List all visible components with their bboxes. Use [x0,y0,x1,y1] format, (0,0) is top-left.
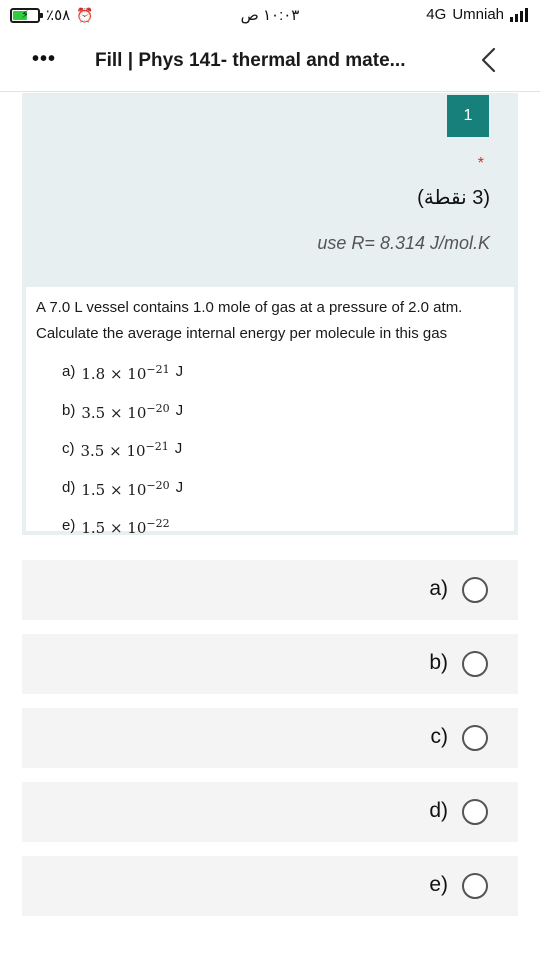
question-text-line1: A 7.0 L vessel contains 1.0 mole of gas at a pressure of 2.0 atm. [36,299,463,316]
network-type: 4G [426,6,447,23]
choice-c [62,440,504,479]
choice-letter: e) [62,517,76,534]
page-title: Fill | Phys 141- thermal and mate... [95,50,406,71]
choice-unit: J [175,363,184,380]
required-marker: * [477,155,484,172]
option-label: (c [430,725,448,748]
carrier-name: Umniah [452,6,504,23]
option-a[interactable] [22,560,518,620]
status-bar [0,0,540,32]
more-options-icon[interactable]: ••• [32,48,57,70]
nav-bar [0,32,540,92]
choice-e [62,517,504,556]
radio-button[interactable] [462,799,488,825]
option-label: (b [429,651,448,674]
choice-unit: J [174,440,183,457]
choice-value: $3.5 \times 10^{-21}$ [80,440,169,460]
choice-letter: d) [62,478,76,496]
radio-button[interactable] [462,651,488,677]
choice-letter: c) [62,440,75,457]
alarm-icon: ⏰ [76,6,94,23]
option-e[interactable] [22,856,518,916]
question-text-line2: Calculate the average internal energy per molecule in this gas [36,325,448,342]
back-chevron-icon[interactable] [478,46,500,74]
question-points: (3 نقطة) [417,187,490,209]
question-content [26,287,514,537]
choice-d [62,479,504,518]
option-d[interactable] [22,782,518,842]
question-choices [62,363,504,556]
option-label: (a [429,577,448,600]
battery-icon: ⚡ [10,8,40,23]
choice-value: $1.5 \times 10^{-22}$ [81,517,170,537]
radio-button[interactable] [462,873,488,899]
question-number-badge: 1 [447,95,489,137]
choice-value: $1.8 \times 10^{-21}$ [81,363,170,383]
status-time: ١٠:٠٣ ص [240,7,300,24]
status-right [426,6,528,23]
option-label: (d [429,799,448,822]
radio-button[interactable] [462,725,488,751]
choice-unit: J [175,478,184,496]
choice-a [62,363,504,402]
question-body [22,283,518,535]
option-b[interactable] [22,634,518,694]
choice-unit: J [175,401,184,419]
option-label: (e [429,873,448,896]
answer-options [22,560,518,930]
choice-value: $3.5 \times 10^{-20}$ [81,401,170,422]
choice-b [62,402,504,441]
battery-percent: ٪٥٨ [46,7,71,24]
choice-letter: a) [62,363,76,380]
choice-letter: b) [62,401,76,419]
choice-value: $1.5 \times 10^{-20}$ [81,478,170,499]
signal-icon [510,8,528,22]
question-hint: use R= 8.314 J/mol.K [317,233,490,253]
option-c[interactable] [22,708,518,768]
question-header [22,93,518,283]
radio-button[interactable] [462,577,488,603]
